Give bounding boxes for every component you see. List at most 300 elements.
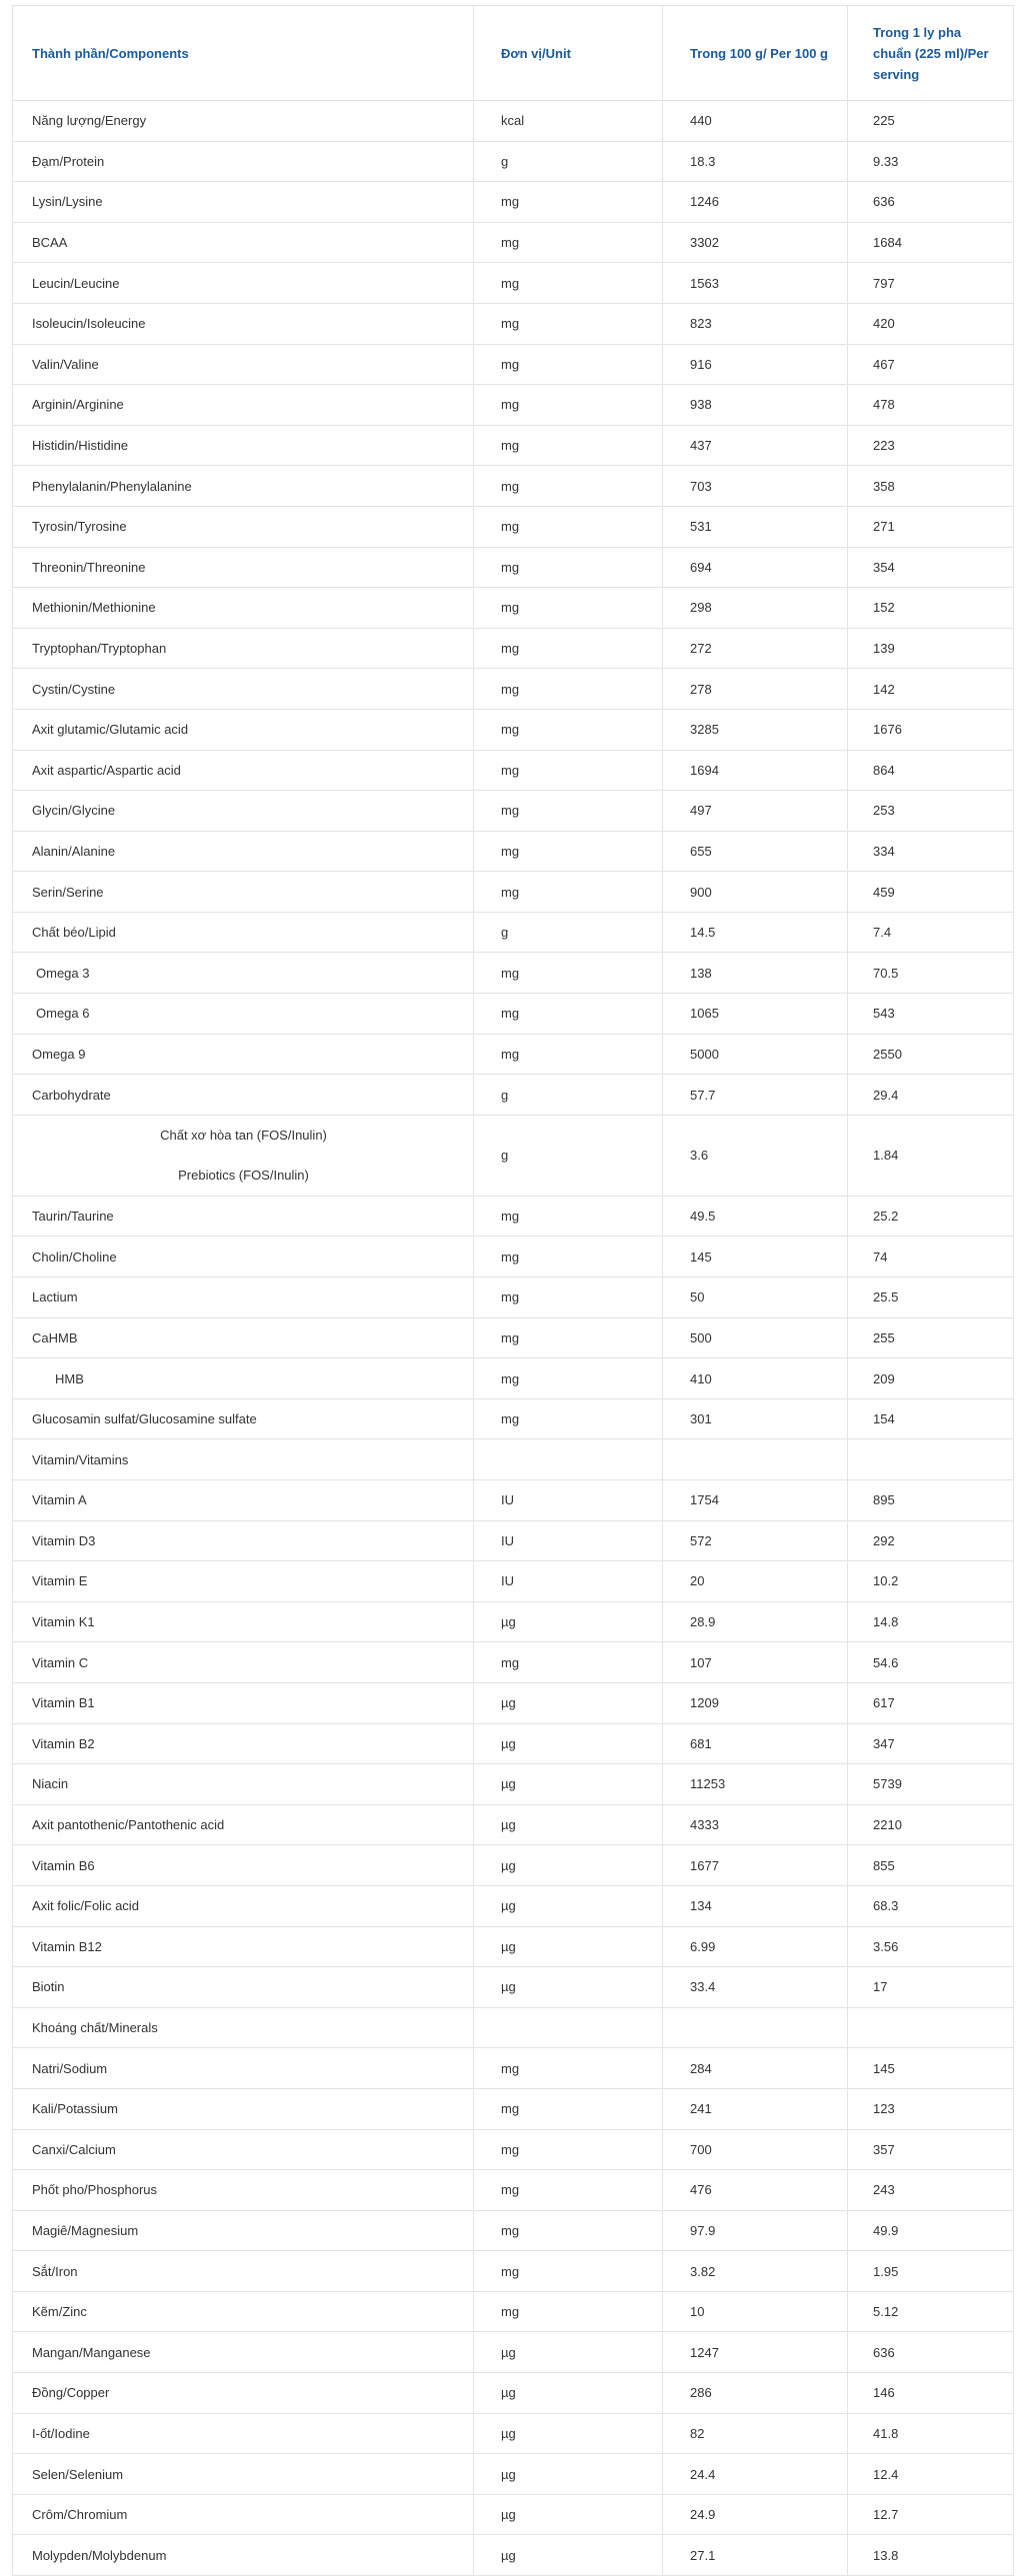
cell-per-serving: 13.8 [847, 2535, 1014, 2575]
cell-per-100g: 14.5 [662, 913, 847, 953]
table-row [12, 263, 1014, 304]
cell-per-100g: 655 [662, 832, 847, 872]
cell-per-100g: 1677 [662, 1845, 847, 1885]
cell-per-serving: 209 [847, 1358, 1014, 1398]
table-row [12, 751, 1014, 792]
table-row [12, 1399, 1014, 1440]
cell-name: Kali/Potassium [12, 2089, 473, 2129]
cell-unit: mg [473, 1318, 662, 1358]
cell-per-100g: 33.4 [662, 1967, 847, 2007]
table-row [12, 182, 1014, 223]
cell-name: Biotin [12, 1967, 473, 2007]
cell-per-100g: 1754 [662, 1480, 847, 1520]
cell-per-100g: 49.5 [662, 1197, 847, 1237]
table-row [12, 953, 1014, 994]
cell-per-serving: 3.56 [847, 1927, 1014, 1967]
cell-per-serving: 29.4 [847, 1075, 1014, 1115]
cell-per-100g: 437 [662, 426, 847, 466]
cell-per-100g: 97.9 [662, 2211, 847, 2251]
cell-unit: µg [473, 2332, 662, 2372]
cell-unit: mg [473, 1278, 662, 1317]
cell-unit: µg [473, 2535, 662, 2575]
cell-name: Axit pantothenic/Pantothenic acid [12, 1805, 473, 1845]
table-header-row [12, 5, 1014, 101]
table-row [12, 1480, 1014, 1521]
cell-unit [473, 1439, 662, 1479]
cell-per-100g: 823 [662, 304, 847, 344]
cell-per-100g: 6.99 [662, 1927, 847, 1967]
cell-per-serving: 146 [847, 2373, 1014, 2413]
cell-per-serving: 12.7 [847, 2495, 1014, 2535]
cell-unit: mg [473, 751, 662, 791]
cell-per-serving: 14.8 [847, 1602, 1014, 1642]
table-row [12, 629, 1014, 670]
cell-name-text: Omega 3 [36, 965, 90, 981]
cell-name [12, 1358, 473, 1398]
cell-per-serving: 68.3 [847, 1886, 1014, 1926]
cell-name: Chất béo/Lipid [12, 913, 473, 953]
table-row [12, 913, 1014, 954]
cell-name [12, 1116, 473, 1196]
cell-unit: mg [473, 223, 662, 263]
cell-unit: mg [473, 994, 662, 1034]
cell-per-100g: 18.3 [662, 142, 847, 182]
cell-per-serving: 2210 [847, 1805, 1014, 1845]
fiber-name-line1: Chất xơ hòa tan (FOS/Inulin) [160, 1127, 327, 1143]
table-row [12, 832, 1014, 873]
cell-unit: mg [473, 2170, 662, 2210]
cell-name: Vitamin B2 [12, 1724, 473, 1764]
cell-name: Alanin/Alanine [12, 832, 473, 872]
cell-per-serving: 243 [847, 2170, 1014, 2210]
table-row [12, 1521, 1014, 1562]
cell-per-serving: 358 [847, 466, 1014, 506]
cell-per-100g: 286 [662, 2373, 847, 2413]
cell-name: Methionin/Methionine [12, 588, 473, 628]
cell-unit: mg [473, 669, 662, 709]
cell-per-100g: 50 [662, 1278, 847, 1317]
table-row [12, 1197, 1014, 1238]
table-row [12, 710, 1014, 751]
cell-per-serving: 459 [847, 872, 1014, 912]
cell-name: Đồng/Copper [12, 2373, 473, 2413]
cell-name: Arginin/Arginine [12, 385, 473, 425]
cell-name: Vitamin/Vitamins [12, 1439, 473, 1479]
table-row [12, 1318, 1014, 1359]
cell-per-100g: 272 [662, 629, 847, 669]
cell-name: Phốt pho/Phosphorus [12, 2170, 473, 2210]
cell-name: Crôm/Chromium [12, 2495, 473, 2535]
cell-per-serving: 855 [847, 1845, 1014, 1885]
cell-unit: mg [473, 2089, 662, 2129]
cell-per-serving: 154 [847, 1399, 1014, 1439]
cell-per-100g [662, 1439, 847, 1479]
table-body-top [12, 101, 1014, 1116]
cell-name: Serin/Serine [12, 872, 473, 912]
cell-name: Phenylalanin/Phenylalanine [12, 466, 473, 506]
cell-name: Mangan/Manganese [12, 2332, 473, 2372]
cell-name: CaHMB [12, 1318, 473, 1358]
cell-per-serving: 54.6 [847, 1642, 1014, 1682]
cell-per-100g: 3.6 [662, 1116, 847, 1196]
cell-per-serving: 895 [847, 1480, 1014, 1520]
cell-unit: mg [473, 872, 662, 912]
cell-per-100g: 5000 [662, 1035, 847, 1075]
cell-per-100g [662, 2008, 847, 2048]
cell-unit: µg [473, 1886, 662, 1926]
cell-per-serving [847, 1439, 1014, 1479]
cell-per-serving: 292 [847, 1521, 1014, 1561]
cell-name: I-ốt/Iodine [12, 2414, 473, 2454]
cell-unit: mg [473, 263, 662, 303]
cell-per-100g: 694 [662, 548, 847, 588]
table-row [12, 2048, 1014, 2089]
cell-unit: µg [473, 1764, 662, 1804]
fiber-name-line2: Prebiotics (FOS/Inulin) [178, 1167, 309, 1183]
table-row [12, 1035, 1014, 1076]
table-row [12, 2495, 1014, 2536]
cell-unit: mg [473, 2292, 662, 2332]
cell-unit: kcal [473, 101, 662, 141]
cell-per-serving: 864 [847, 751, 1014, 791]
cell-name: Lysin/Lysine [12, 182, 473, 222]
table-row [12, 223, 1014, 264]
cell-unit: µg [473, 2495, 662, 2535]
cell-unit: µg [473, 1602, 662, 1642]
cell-name: Taurin/Taurine [12, 1197, 473, 1237]
cell-per-serving: 25.5 [847, 1278, 1014, 1317]
cell-per-100g: 1065 [662, 994, 847, 1034]
cell-unit: mg [473, 1358, 662, 1398]
table-row [12, 426, 1014, 467]
cell-unit: µg [473, 2373, 662, 2413]
cell-per-100g: 700 [662, 2130, 847, 2170]
cell-per-serving: 255 [847, 1318, 1014, 1358]
cell-per-serving: 5739 [847, 1764, 1014, 1804]
cell-name: Histidin/Histidine [12, 426, 473, 466]
cell-unit: µg [473, 1724, 662, 1764]
table-row [12, 1642, 1014, 1683]
cell-per-100g: 500 [662, 1318, 847, 1358]
cell-unit: mg [473, 832, 662, 872]
cell-per-serving: 253 [847, 791, 1014, 831]
cell-unit: mg [473, 1642, 662, 1682]
cell-name: Glucosamin sulfat/Glucosamine sulfate [12, 1399, 473, 1439]
cell-per-serving: 9.33 [847, 142, 1014, 182]
cell-unit: mg [473, 304, 662, 344]
cell-name: Magiê/Magnesium [12, 2211, 473, 2251]
cell-unit: µg [473, 2454, 662, 2494]
cell-unit: µg [473, 1927, 662, 1967]
cell-name: Vitamin B6 [12, 1845, 473, 1885]
table-row [12, 548, 1014, 589]
cell-unit: mg [473, 385, 662, 425]
cell-per-serving: 543 [847, 994, 1014, 1034]
cell-per-serving [847, 2008, 1014, 2048]
cell-per-serving: 74 [847, 1237, 1014, 1277]
table-row [12, 2332, 1014, 2373]
cell-per-100g: 1246 [662, 182, 847, 222]
cell-per-serving: 1.95 [847, 2251, 1014, 2291]
cell-name: Axit glutamic/Glutamic acid [12, 710, 473, 750]
cell-name: Axit folic/Folic acid [12, 1886, 473, 1926]
cell-per-100g: 900 [662, 872, 847, 912]
cell-per-serving: 7.4 [847, 913, 1014, 953]
table-row [12, 791, 1014, 832]
table-row [12, 1439, 1014, 1480]
cell-name: Năng lượng/Energy [12, 101, 473, 141]
table-row [12, 2535, 1014, 2576]
table-row [12, 669, 1014, 710]
cell-per-serving: 1684 [847, 223, 1014, 263]
cell-per-100g: 278 [662, 669, 847, 709]
cell-per-100g: 82 [662, 2414, 847, 2454]
cell-per-serving: 12.4 [847, 2454, 1014, 2494]
cell-per-100g: 681 [662, 1724, 847, 1764]
cell-per-serving: 25.2 [847, 1197, 1014, 1237]
cell-unit: g [473, 913, 662, 953]
cell-name: Khoáng chất/Minerals [12, 2008, 473, 2048]
cell-per-100g: 3302 [662, 223, 847, 263]
cell-unit: g [473, 1075, 662, 1115]
cell-unit: IU [473, 1480, 662, 1520]
cell-per-100g: 476 [662, 2170, 847, 2210]
cell-unit: mg [473, 182, 662, 222]
header-per-100g: Trong 100 g/ Per 100 g [662, 6, 847, 100]
table-row [12, 2251, 1014, 2292]
cell-per-serving: 2550 [847, 1035, 1014, 1075]
cell-name [12, 953, 473, 993]
table-row [12, 507, 1014, 548]
table-row [12, 2008, 1014, 2049]
cell-per-100g: 20 [662, 1561, 847, 1601]
cell-per-serving: 145 [847, 2048, 1014, 2088]
cell-unit: mg [473, 507, 662, 547]
cell-name: Molypden/Molybdenum [12, 2535, 473, 2575]
cell-name: Vitamin C [12, 1642, 473, 1682]
cell-unit: µg [473, 1805, 662, 1845]
cell-per-serving: 467 [847, 345, 1014, 385]
cell-per-serving: 797 [847, 263, 1014, 303]
cell-per-100g: 138 [662, 953, 847, 993]
cell-name: Cholin/Choline [12, 1237, 473, 1277]
header-components: Thành phần/Components [12, 6, 473, 100]
cell-unit: µg [473, 1683, 662, 1723]
cell-per-100g: 134 [662, 1886, 847, 1926]
cell-name: Natri/Sodium [12, 2048, 473, 2088]
cell-name: Glycin/Glycine [12, 791, 473, 831]
table-body-bottom [12, 1197, 1014, 2576]
cell-per-100g: 10 [662, 2292, 847, 2332]
table-row [12, 2373, 1014, 2414]
cell-per-serving: 139 [847, 629, 1014, 669]
cell-per-100g: 4333 [662, 1805, 847, 1845]
cell-per-serving: 10.2 [847, 1561, 1014, 1601]
cell-per-100g: 3.82 [662, 2251, 847, 2291]
cell-name: Omega 9 [12, 1035, 473, 1075]
cell-per-100g: 107 [662, 1642, 847, 1682]
cell-unit: g [473, 1116, 662, 1196]
cell-per-serving: 357 [847, 2130, 1014, 2170]
cell-name: Lactium [12, 1278, 473, 1317]
table-row [12, 2211, 1014, 2252]
cell-unit: IU [473, 1561, 662, 1601]
cell-per-100g: 241 [662, 2089, 847, 2129]
nutrition-table [12, 5, 1014, 2576]
cell-per-100g: 410 [662, 1358, 847, 1398]
cell-per-100g: 27.1 [662, 2535, 847, 2575]
cell-name: Đạm/Protein [12, 142, 473, 182]
cell-per-serving: 223 [847, 426, 1014, 466]
cell-per-100g: 497 [662, 791, 847, 831]
cell-unit: mg [473, 2211, 662, 2251]
cell-per-serving: 636 [847, 182, 1014, 222]
cell-per-serving: 41.8 [847, 2414, 1014, 2454]
cell-unit: mg [473, 1035, 662, 1075]
cell-per-serving: 123 [847, 2089, 1014, 2129]
cell-per-100g: 145 [662, 1237, 847, 1277]
table-row [12, 466, 1014, 507]
cell-per-100g: 284 [662, 2048, 847, 2088]
table-row [12, 1683, 1014, 1724]
cell-per-serving: 1676 [847, 710, 1014, 750]
table-row [12, 1358, 1014, 1399]
cell-per-serving: 420 [847, 304, 1014, 344]
cell-per-serving: 225 [847, 101, 1014, 141]
cell-per-serving: 617 [847, 1683, 1014, 1723]
header-unit: Đơn vị/Unit [473, 6, 662, 100]
table-row [12, 1237, 1014, 1278]
cell-per-100g: 24.4 [662, 2454, 847, 2494]
table-row [12, 994, 1014, 1035]
header-per-serving: Trong 1 ly pha chuẩn (225 ml)/Per serving [847, 6, 1014, 100]
cell-unit: mg [473, 2130, 662, 2170]
cell-name: Selen/Selenium [12, 2454, 473, 2494]
cell-per-100g: 28.9 [662, 1602, 847, 1642]
cell-name: Cystin/Cystine [12, 669, 473, 709]
cell-unit: mg [473, 466, 662, 506]
table-row [12, 1724, 1014, 1765]
table-row [12, 1278, 1014, 1318]
cell-name: Threonin/Threonine [12, 548, 473, 588]
table-row [12, 1602, 1014, 1643]
cell-per-serving: 1.84 [847, 1116, 1014, 1196]
cell-per-100g: 1247 [662, 2332, 847, 2372]
cell-name: Sắt/Iron [12, 2251, 473, 2291]
cell-per-100g: 1694 [662, 751, 847, 791]
cell-name: Valin/Valine [12, 345, 473, 385]
cell-name: Tryptophan/Tryptophan [12, 629, 473, 669]
cell-per-serving: 347 [847, 1724, 1014, 1764]
cell-unit: mg [473, 345, 662, 385]
table-row [12, 2130, 1014, 2171]
table-row [12, 872, 1014, 913]
cell-per-serving: 142 [847, 669, 1014, 709]
cell-per-serving: 5.12 [847, 2292, 1014, 2332]
cell-name: Niacin [12, 1764, 473, 1804]
cell-per-100g: 3285 [662, 710, 847, 750]
cell-per-serving: 49.9 [847, 2211, 1014, 2251]
cell-name: Kẽm/Zinc [12, 2292, 473, 2332]
cell-name: Vitamin E [12, 1561, 473, 1601]
cell-per-100g: 301 [662, 1399, 847, 1439]
cell-unit: µg [473, 1845, 662, 1885]
cell-unit: µg [473, 2414, 662, 2454]
cell-per-serving: 478 [847, 385, 1014, 425]
cell-per-serving: 636 [847, 2332, 1014, 2372]
cell-name: Vitamin D3 [12, 1521, 473, 1561]
cell-per-100g: 703 [662, 466, 847, 506]
table-row [12, 1561, 1014, 1602]
table-row [12, 588, 1014, 629]
cell-unit [473, 2008, 662, 2048]
table-row [12, 2170, 1014, 2211]
cell-unit: IU [473, 1521, 662, 1561]
table-row [12, 101, 1014, 142]
cell-unit: mg [473, 426, 662, 466]
cell-per-100g: 531 [662, 507, 847, 547]
cell-unit: mg [473, 548, 662, 588]
cell-per-100g: 1563 [662, 263, 847, 303]
cell-name: Vitamin B1 [12, 1683, 473, 1723]
table-row [12, 2089, 1014, 2130]
cell-unit: g [473, 142, 662, 182]
table-row [12, 1764, 1014, 1805]
cell-unit: mg [473, 1237, 662, 1277]
table-row [12, 1075, 1014, 1116]
cell-per-serving: 70.5 [847, 953, 1014, 993]
cell-name: Tyrosin/Tyrosine [12, 507, 473, 547]
table-row [12, 1967, 1014, 2008]
cell-per-serving: 271 [847, 507, 1014, 547]
cell-name: Vitamin K1 [12, 1602, 473, 1642]
cell-unit: mg [473, 629, 662, 669]
cell-name: Axit aspartic/Aspartic acid [12, 751, 473, 791]
cell-per-100g: 572 [662, 1521, 847, 1561]
cell-name [12, 994, 473, 1034]
cell-per-100g: 938 [662, 385, 847, 425]
cell-per-100g: 916 [662, 345, 847, 385]
cell-name: Carbohydrate [12, 1075, 473, 1115]
cell-unit: mg [473, 710, 662, 750]
cell-name: BCAA [12, 223, 473, 263]
cell-name: Canxi/Calcium [12, 2130, 473, 2170]
table-row [12, 385, 1014, 426]
cell-per-100g: 24.9 [662, 2495, 847, 2535]
cell-per-100g: 57.7 [662, 1075, 847, 1115]
cell-unit: mg [473, 953, 662, 993]
cell-unit: mg [473, 1197, 662, 1237]
cell-unit: mg [473, 1399, 662, 1439]
cell-per-serving: 354 [847, 548, 1014, 588]
cell-name-text: Omega 6 [36, 1006, 90, 1022]
cell-name: Vitamin A [12, 1480, 473, 1520]
table-row [12, 1927, 1014, 1968]
table-row [12, 2414, 1014, 2455]
cell-unit: mg [473, 2251, 662, 2291]
cell-name: Leucin/Leucine [12, 263, 473, 303]
cell-name-text: HMB [55, 1370, 84, 1386]
cell-unit: mg [473, 2048, 662, 2088]
table-row [12, 1886, 1014, 1927]
table-row [12, 2454, 1014, 2495]
table-row [12, 1805, 1014, 1846]
cell-per-100g: 11253 [662, 1764, 847, 1804]
cell-unit: mg [473, 791, 662, 831]
cell-unit: mg [473, 588, 662, 628]
table-row [12, 304, 1014, 345]
table-row [12, 142, 1014, 183]
